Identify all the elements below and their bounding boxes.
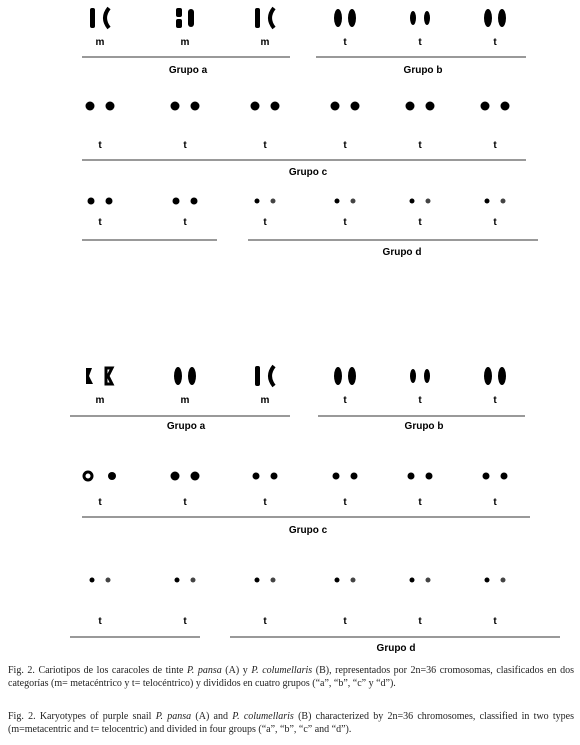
chromosome-type-label: t (418, 497, 422, 508)
chromosome-pair (255, 199, 276, 204)
chromosome-pair (334, 9, 356, 27)
group-label: Grupo d (376, 643, 416, 654)
group-label: Grupo a (166, 421, 206, 432)
chromosome-pair (485, 578, 506, 583)
chromosome-type-label: t (183, 140, 187, 151)
chromosome-pair (331, 102, 360, 111)
chromosome-pair (483, 473, 508, 480)
chromosome-pair (481, 102, 510, 111)
chromosome-type-label: t (493, 616, 497, 627)
chromosome-type-label: t (98, 140, 102, 151)
chromosome-type-label: t (343, 497, 347, 508)
chromosome-type-label: t (263, 616, 267, 627)
caption-english: Fig. 2. Karyotypes of purple snail P. pansa (A) and P. columellaris (B) characterized by 2n=36 chromosomes, classified in two types (m=metacentric and t= telocentric) and divided in four groups (“a”, “b”, “c” and “d”). (8, 711, 575, 735)
chromosome-pair (174, 367, 196, 385)
chromosome-type-label: m (260, 395, 270, 406)
chromosome-type-label: t (343, 140, 347, 151)
chromosome-type-label: t (493, 37, 497, 48)
chromosome-type-label: t (343, 395, 347, 406)
chromosome-type-label: t (493, 395, 497, 406)
chromosome-pair (255, 8, 274, 28)
chromosome-pair (171, 472, 200, 481)
chromosome-pair (335, 578, 356, 583)
chromosome-type-label: t (183, 497, 187, 508)
chromosome-type-label: m (180, 37, 190, 48)
chromosome-pair (410, 578, 431, 583)
group-label: Grupo c (288, 167, 328, 178)
chromosome-type-label: m (95, 37, 105, 48)
chromosome-pair (484, 367, 506, 385)
chromosome-type-label: t (263, 497, 267, 508)
group-label: Grupo d (382, 247, 422, 258)
chromosome-pair (408, 473, 433, 480)
chromosome-type-label: t (263, 140, 267, 151)
chromosome-pair (86, 102, 115, 111)
chromosome-type-label: t (183, 616, 187, 627)
chromosome-pair (335, 199, 356, 204)
chromosome-pair (485, 199, 506, 204)
chromosome-pair (171, 102, 200, 111)
chromosome-pair (84, 472, 116, 480)
chromosome-type-label: t (183, 217, 187, 228)
chromosome-pair (406, 102, 435, 111)
chromosome-type-label: t (98, 616, 102, 627)
chromosome-pair (90, 578, 111, 583)
chromosome-type-label: t (343, 616, 347, 627)
chromosome-pair (333, 473, 358, 480)
chromosome-pair (86, 368, 112, 384)
chromosome-type-label: t (98, 217, 102, 228)
chromosome-pair (255, 578, 276, 583)
chromosome-pair (90, 8, 109, 28)
chromosome-pair (175, 578, 196, 583)
chromosome-pair (484, 9, 506, 27)
chromosome-type-label: t (418, 37, 422, 48)
chromosome-type-label: t (263, 217, 267, 228)
chromosome-type-label: t (418, 140, 422, 151)
group-label: Grupo a (168, 65, 208, 76)
chromosome-pair (173, 198, 198, 205)
chromosome-type-label: t (418, 395, 422, 406)
chromosome-pair (253, 473, 278, 480)
chromosome-type-label: t (343, 37, 347, 48)
chromosome-type-label: t (493, 140, 497, 151)
group-label: Grupo c (288, 525, 328, 536)
chromosome-type-label: m (260, 37, 270, 48)
chromosome-pair (410, 369, 430, 383)
chromosome-type-label: t (418, 217, 422, 228)
chromosome-type-label: t (493, 217, 497, 228)
group-label: Grupo b (404, 421, 444, 432)
chromosome-pair (255, 366, 274, 386)
group-label: Grupo b (403, 65, 443, 76)
chromosome-type-label: t (343, 217, 347, 228)
chromosome-pair (176, 8, 194, 28)
chromosome-type-label: m (180, 395, 190, 406)
chromosome-pair (410, 11, 430, 25)
chromosome-pair (410, 199, 431, 204)
chromosome-pair (88, 198, 113, 205)
caption-spanish: Fig. 2. Cariotipos de los caracoles de tinte P. pansa (A) y P. columellaris (B), representados por 2n=36 cromosomas, clasificados en dos categorías (m= metacéntrico y t= telocéntrico) y divididos en cuatro grupos (“a”, “b”, “c” y “d”). (8, 665, 574, 689)
chromosome-type-label: t (418, 616, 422, 627)
chromosome-pair (251, 102, 280, 111)
chromosome-type-label: t (98, 497, 102, 508)
chromosome-pair (334, 367, 356, 385)
chromosome-type-label: t (493, 497, 497, 508)
chromosome-type-label: m (95, 395, 105, 406)
